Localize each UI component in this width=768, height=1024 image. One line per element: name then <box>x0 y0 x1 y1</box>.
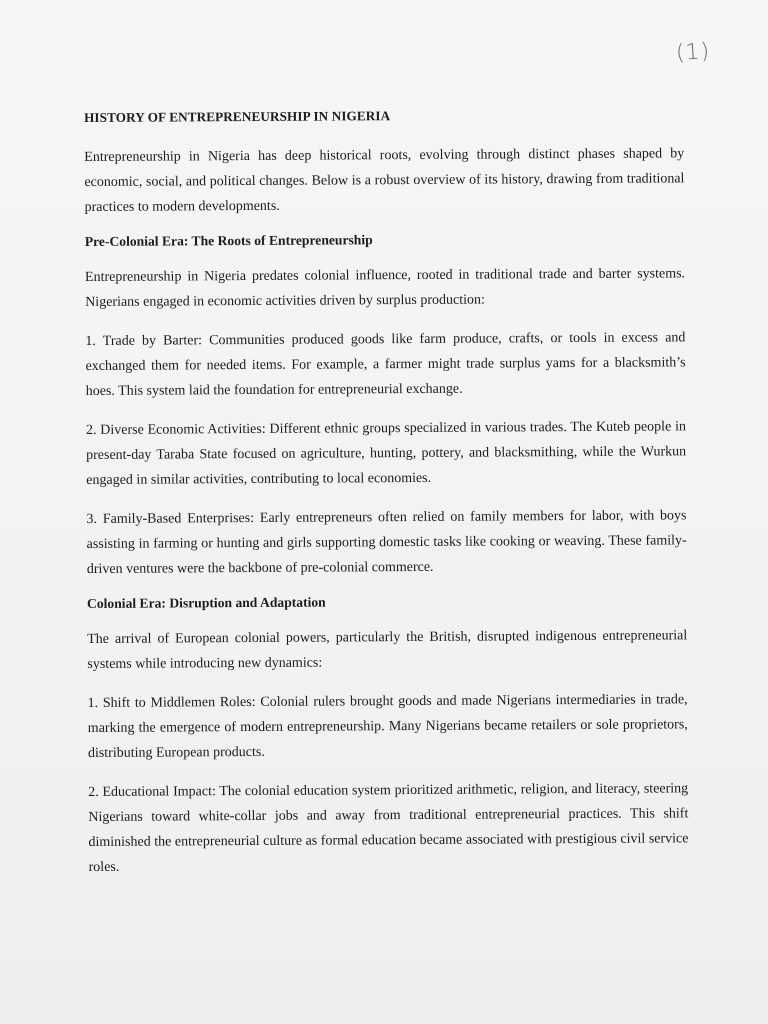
pre-colonial-item-trade-by-barter: 1. Trade by Barter: Communities produced goods like farm produce, crafts, or tools in excess and exchanged them for needed items. For example, a farmer might trade surplus yams for a blacksmith’s hoes. This system laid the foundation for entrepreneurial exchange. <box>85 330 686 399</box>
pre-colonial-intro: Entrepreneurship in Nigeria predates colonial influence, rooted in traditional trade and barter systems. Nigerians engaged in economic activities driven by surplus production: <box>84 266 686 310</box>
pre-colonial-item-family-enterprises: 3. Family-Based Enterprises: Early entrepreneurs often relied on family members for labor, with boys assisting in farming or hunting and girls supporting domestic tasks like cooking or weaving. These family-driven ventures were the backbone of pre-colonial commerce. <box>86 508 687 577</box>
colonial-intro: The arrival of European colonial powers, particularly the British, disrupted indigenous entrepreneurial systems while introducing new dynamics: <box>87 628 688 672</box>
colonial-heading: Colonial Era: Disruption and Adaptation <box>86 594 326 611</box>
colonial-item-education: 2. Educational Impact: The colonial education system prioritized arithmetic, religion, and literacy, steering Nigerians toward white-collar jobs and away from traditional entrepreneurial practices. This shift diminished the entrepreneurial culture as formal education became associated with prestigious civil service roles. <box>88 781 689 875</box>
pre-colonial-item-diverse-activities: 2. Diverse Economic Activities: Different ethnic groups specialized in various trades. The Kuteb people in present-day Taraba State focused on agriculture, hunting, pottery, and blacksmithing, while the Wurkun engaged in similar activities, contributing to local economies. <box>85 419 687 488</box>
intro-paragraph: Entrepreneurship in Nigeria has deep historical roots, evolving through distinct phases shaped by economic, social, and political changes. Below is a robust overview of its history, drawing from traditional practices to modern developments. <box>84 146 685 215</box>
colonial-item-middlemen: 1. Shift to Middlemen Roles: Colonial rulers brought goods and made Nigerians intermediaries in trade, marking the emergence of modern entrepreneurship. Many Nigerians became retailers or sole proprietors, distributing European products. <box>87 692 688 761</box>
document-title: HISTORY OF ENTREPRENEURSHIP IN NIGERIA <box>84 108 391 125</box>
document-body <box>84 106 689 894</box>
page-number: (1) <box>675 38 712 67</box>
pre-colonial-heading: Pre-Colonial Era: The Roots of Entrepreneurship <box>84 232 373 249</box>
